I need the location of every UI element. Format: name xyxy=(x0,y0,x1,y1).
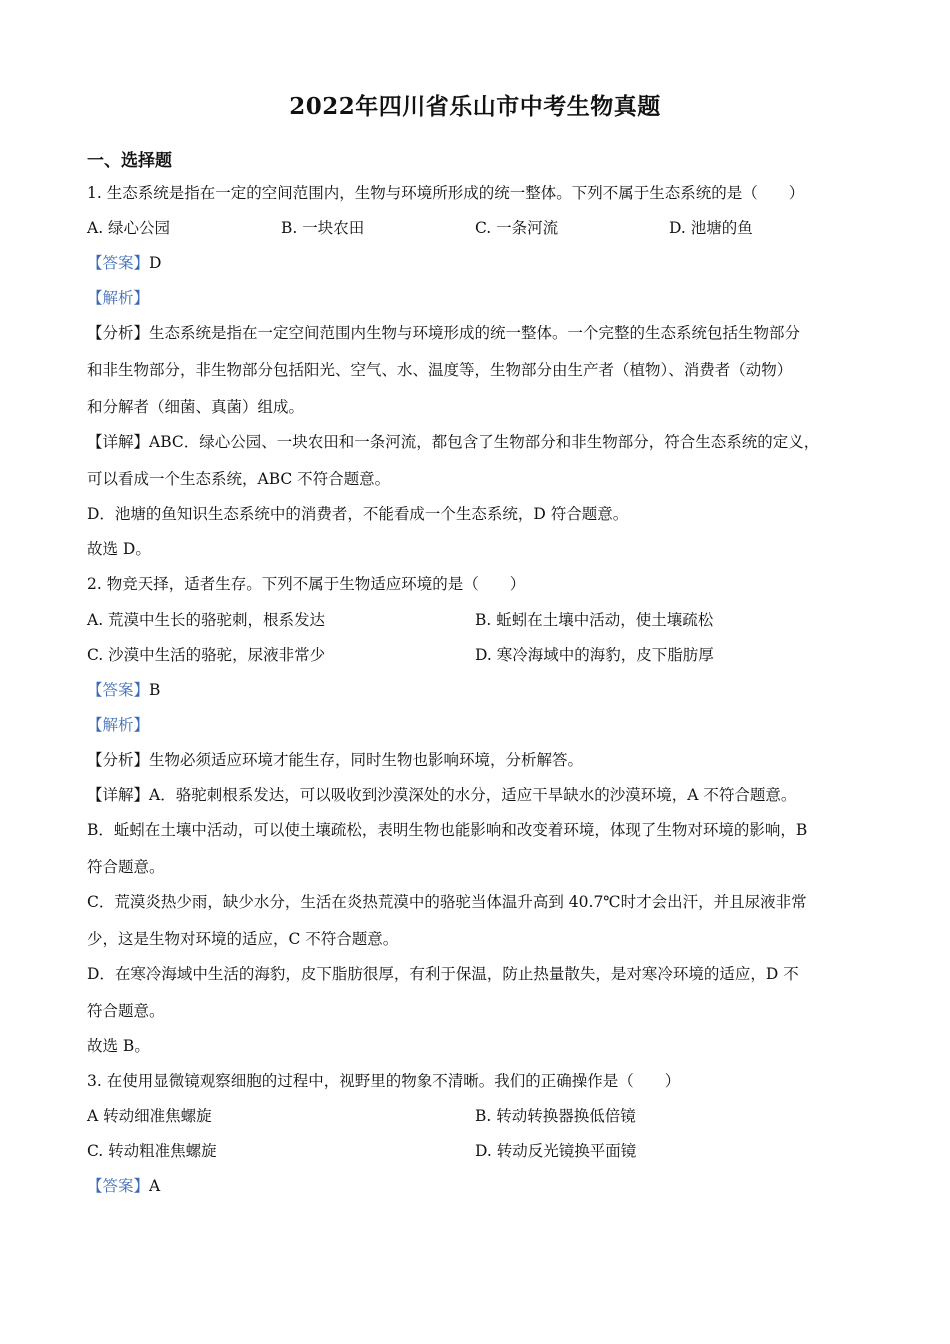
q2-analysis-tag: 【解析】 xyxy=(87,716,150,734)
q1-fenxi-line-2: 和非生物部分，非生物部分包括阳光、空气、水、温度等，生物部分由生产者（植物）、消费者（动物） xyxy=(87,361,793,379)
q3-option-a: A 转动细准焦螺旋 xyxy=(87,1107,212,1125)
answer-value: B xyxy=(149,681,161,699)
q2-stem: 2. 物竞天择，适者生存。下列不属于生物适应环境的是（ ） xyxy=(87,575,526,593)
q1-analysis-tag: 【解析】 xyxy=(87,289,150,307)
q2-xiangjie-line-2: B．蚯蚓在土壤中活动，可以使土壤疏松，表明生物也能影响和改变着环境，体现了生物对环境的影响，B xyxy=(87,821,808,839)
q3-answer xyxy=(87,1175,877,1197)
xiangjie-tag: 【详解】 xyxy=(87,433,150,451)
q1-xiangjie-line-3: D．池塘的鱼知识生态系统中的消费者，不能看成一个生态系统，D 符合题意。 xyxy=(87,505,629,523)
q1-option-d: D. 池塘的鱼 xyxy=(669,219,753,237)
q2-fenxi xyxy=(87,749,877,771)
q2-xiangjie-line-6: D．在寒冷海域中生活的海豹，皮下脂肪很厚，有利于保温，防止热量散失，是对寒冷环境的适应，D 不 xyxy=(87,965,799,983)
q3-stem: 3. 在使用显微镜观察细胞的过程中，视野里的物象不清晰。我们的正确操作是（ ） xyxy=(87,1072,681,1090)
answer-tag: 【答案】 xyxy=(87,681,150,699)
xiangjie-text: ABC．绿心公园、一块农田和一条河流，都包含了生物部分和非生物部分，符合生态系统的定义， xyxy=(149,433,820,451)
xiangjie-text: A．骆驼刺根系发达，可以吸收到沙漠深处的水分，适应干旱缺水的沙漠环境，A 不符合题意。 xyxy=(149,786,797,804)
q2-option-c: C. 沙漠中生活的骆驼，尿液非常少 xyxy=(87,646,326,664)
fenxi-tag: 【分析】 xyxy=(87,751,150,769)
q2-xiangjie-line-4: C．荒漠炎热少雨，缺少水分，生活在炎热荒漠中的骆驼当体温升高到 40.7℃时才会出汗，并且尿液非常 xyxy=(87,893,807,911)
page-title: 2022年四川省乐山市中考生物真题 xyxy=(289,93,661,120)
fenxi-tag: 【分析】 xyxy=(87,324,150,342)
answer-tag: 【答案】 xyxy=(87,254,150,272)
q1-fenxi-line-1 xyxy=(87,322,877,344)
q1-option-c: C. 一条河流 xyxy=(475,219,559,237)
q2-xiangjie-line-5: 少，这是生物对环境的适应，C 不符合题意。 xyxy=(87,930,399,948)
q2-xiangjie-line-7: 符合题意。 xyxy=(87,1002,165,1020)
q1-answer xyxy=(87,252,877,274)
q2-xiangjie-line-3: 符合题意。 xyxy=(87,858,165,876)
q1-stem: 1. 生态系统是指在一定的空间范围内，生物与环境所形成的统一整体。下列不属于生态系统的是（ ） xyxy=(87,184,805,202)
section-heading: 一、选择题 xyxy=(87,151,172,171)
q2-xiangjie-line-1 xyxy=(87,784,877,806)
q3-option-d: D. 转动反光镜换平面镜 xyxy=(475,1142,637,1160)
q2-option-b: B. 蚯蚓在土壤中活动，使土壤疏松 xyxy=(475,611,714,629)
q1-xiangjie-line-2: 可以看成一个生态系统，ABC 不符合题意。 xyxy=(87,470,391,488)
answer-value: A xyxy=(149,1177,161,1195)
fenxi-text: 生物必须适应环境才能生存，同时生物也影响环境，分析解答。 xyxy=(149,751,584,769)
q1-fenxi-line-3: 和分解者（细菌、真菌）组成。 xyxy=(87,398,305,416)
answer-tag: 【答案】 xyxy=(87,1177,150,1195)
q2-answer xyxy=(87,679,877,701)
fenxi-text: 生态系统是指在一定空间范围内生物与环境形成的统一整体。一个完整的生态系统包括生物部分 xyxy=(149,324,801,342)
q1-option-b: B. 一块农田 xyxy=(281,219,365,237)
answer-value: D xyxy=(149,254,162,272)
q1-xiangjie-line-1 xyxy=(87,431,877,453)
q1-conclusion: 故选 D。 xyxy=(87,540,151,558)
q1-option-a: A. 绿心公园 xyxy=(87,219,171,237)
q2-conclusion: 故选 B。 xyxy=(87,1037,150,1055)
q3-option-b: B. 转动转换器换低倍镜 xyxy=(475,1107,636,1125)
q3-option-c: C. 转动粗准焦螺旋 xyxy=(87,1142,217,1160)
q2-option-d: D. 寒冷海域中的海豹，皮下脂肪厚 xyxy=(475,646,714,664)
q2-option-a: A. 荒漠中生长的骆驼刺，根系发达 xyxy=(87,611,326,629)
xiangjie-tag: 【详解】 xyxy=(87,786,150,804)
